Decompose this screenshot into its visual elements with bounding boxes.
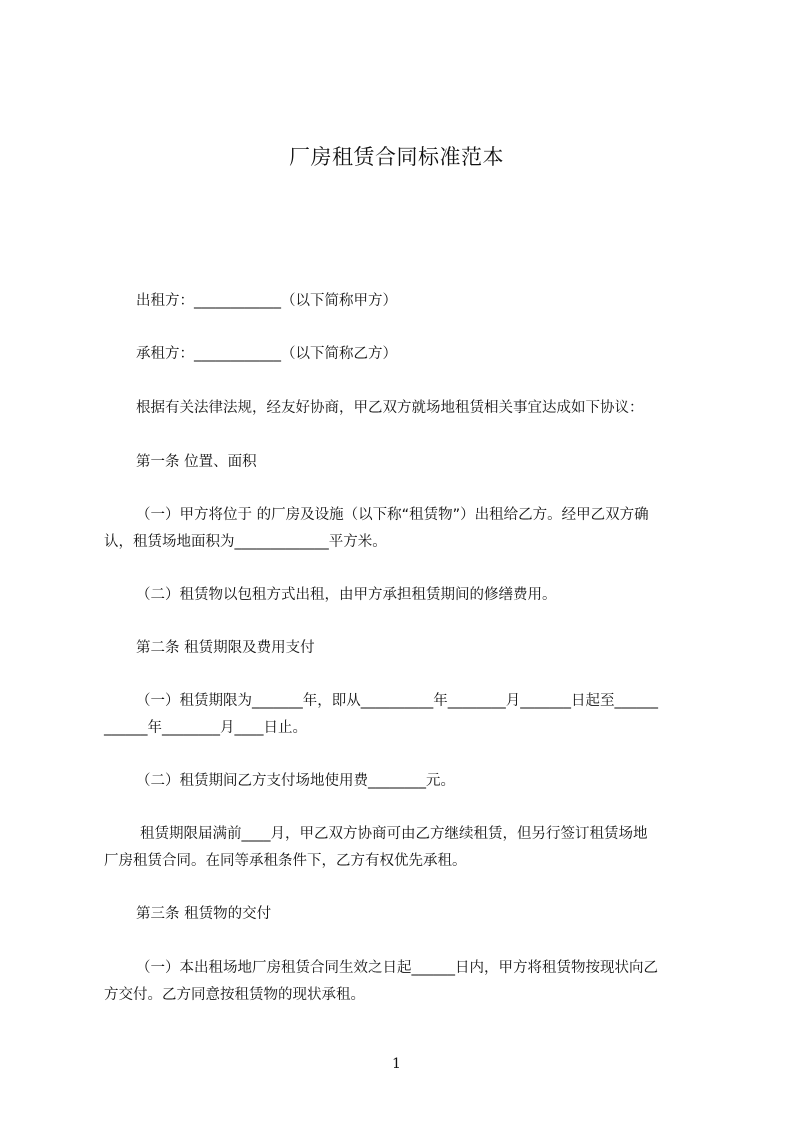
article3-item1-line2: 方交付。乙方同意按租赁物的现状承租。 xyxy=(104,987,365,1003)
lessee-line: 承租方：____________（以下简称乙方） xyxy=(136,346,397,362)
article3-heading: 第三条 租赁物的交付 xyxy=(136,906,272,922)
article2-item1-line1: （一）租赁期限为_______年，即从__________年________月_______日起至______ xyxy=(136,693,658,709)
article3-item1-line1: （一）本出租场地厂房租赁合同生效之日起______日内，甲方将租赁物按现状向乙 xyxy=(136,960,658,976)
document-title: 厂房租赁合同标准范本 xyxy=(289,145,504,169)
lessor-line: 出租方：____________（以下简称甲方） xyxy=(136,293,397,309)
preamble: 根据有关法律法规，经友好协商，甲乙双方就场地租赁相关事宜达成如下协议： xyxy=(136,400,644,416)
page-number: 1 xyxy=(392,1056,401,1072)
article2-note-line2: 厂房租赁合同。在同等承租条件下，乙方有权优先承租。 xyxy=(104,853,467,869)
article2-heading: 第二条 租赁期限及费用支付 xyxy=(136,640,315,656)
article2-note-line1: 租赁期限届满前____月，甲乙双方协商可由乙方继续租赁，但另行签订租赁场地 xyxy=(140,826,648,842)
article1-heading: 第一条 位置、面积 xyxy=(136,454,257,470)
article1-item1-line2: 认，租赁场地面积为_____________平方米。 xyxy=(104,534,387,550)
article2-item1-line2: ______年________月____日止。 xyxy=(104,720,307,736)
article1-item1-line1: （一）甲方将位于 的厂房及设施（以下称“租赁物”）出租给乙方。经甲乙双方确 xyxy=(136,507,649,523)
article2-item2: （二）租赁期间乙方支付场地使用费________元。 xyxy=(136,773,455,789)
article1-item2: （二）租赁物以包租方式出租，由甲方承担租赁期间的修缮费用。 xyxy=(136,587,557,603)
